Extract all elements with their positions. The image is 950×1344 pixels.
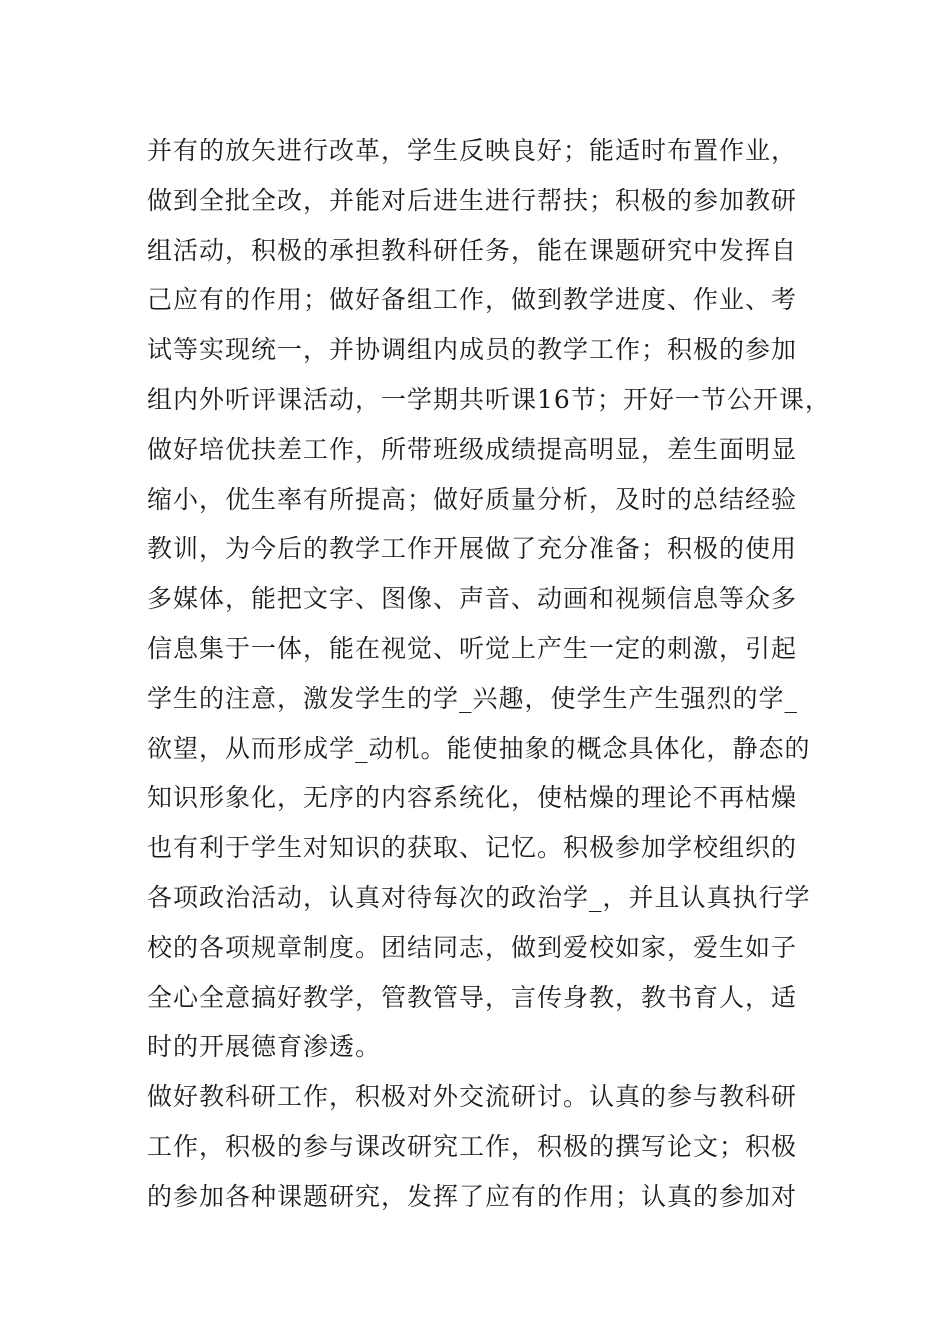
text-line: 知识形象化，无序的内容系统化，使枯燥的理论不再枯燥 bbox=[147, 783, 798, 813]
text-line: 组活动，积极的承担教科研任务，能在课题研究中发挥自 bbox=[147, 235, 798, 265]
text-line: 校的各项规章制度。团结同志，做到爱校如家，爱生如子 bbox=[147, 932, 798, 962]
text-line: 己应有的作用；做好备组工作，做到教学进度、作业、考 bbox=[147, 285, 798, 315]
body-text bbox=[147, 126, 831, 1222]
text-line: 时的开展德育渗透。 bbox=[147, 1032, 382, 1062]
text-line: 缩小，优生率有所提高；做好质量分析，及时的总结经验 bbox=[147, 484, 798, 514]
text-line: 全心全意搞好教学，管教管导，言传身教，教书育人，适 bbox=[147, 982, 798, 1012]
text-line: 多媒体，能把文字、图像、声音、动画和视频信息等众多 bbox=[147, 584, 798, 614]
text-line: 也有利于学生对知识的获取、记忆。积极参加学校组织的 bbox=[147, 833, 798, 863]
text-line: 学生的注意，激发学生的学_兴趣，使学生产生强烈的学_ bbox=[147, 683, 799, 713]
text-line: 各项政治活动，认真对待每次的政治学_，并且认真执行学 bbox=[147, 882, 811, 912]
text-line: 教训，为今后的教学工作开展做了充分准备；积极的使用 bbox=[147, 534, 798, 564]
text-line: 试等实现统一，并协调组内成员的教学工作；积极的参加 bbox=[147, 335, 798, 365]
text-line: 信息集于一体，能在视觉、听觉上产生一定的刺激，引起 bbox=[147, 633, 798, 663]
text-line: 的参加各种课题研究，发挥了应有的作用；认真的参加对 bbox=[147, 1181, 798, 1211]
text-line: 做到全批全改，并能对后进生进行帮扶；积极的参加教研 bbox=[147, 185, 798, 215]
text-line: 组内外听评课活动，一学期共听课16节；开好一节公开课， bbox=[147, 384, 831, 414]
text-line: 工作，积极的参与课改研究工作，积极的撰写论文；积极 bbox=[147, 1131, 798, 1161]
text-line: 做好教科研工作，积极对外交流研讨。认真的参与教科研 bbox=[147, 1082, 798, 1112]
text-line: 并有的放矢进行改革，学生反映良好；能适时布置作业， bbox=[147, 136, 798, 165]
text-line: 欲望，从而形成学_动机。能使抽象的概念具体化，静态的 bbox=[147, 733, 811, 763]
text-line: 做好培优扶差工作，所带班级成绩提高明显，差生面明显 bbox=[147, 434, 798, 464]
